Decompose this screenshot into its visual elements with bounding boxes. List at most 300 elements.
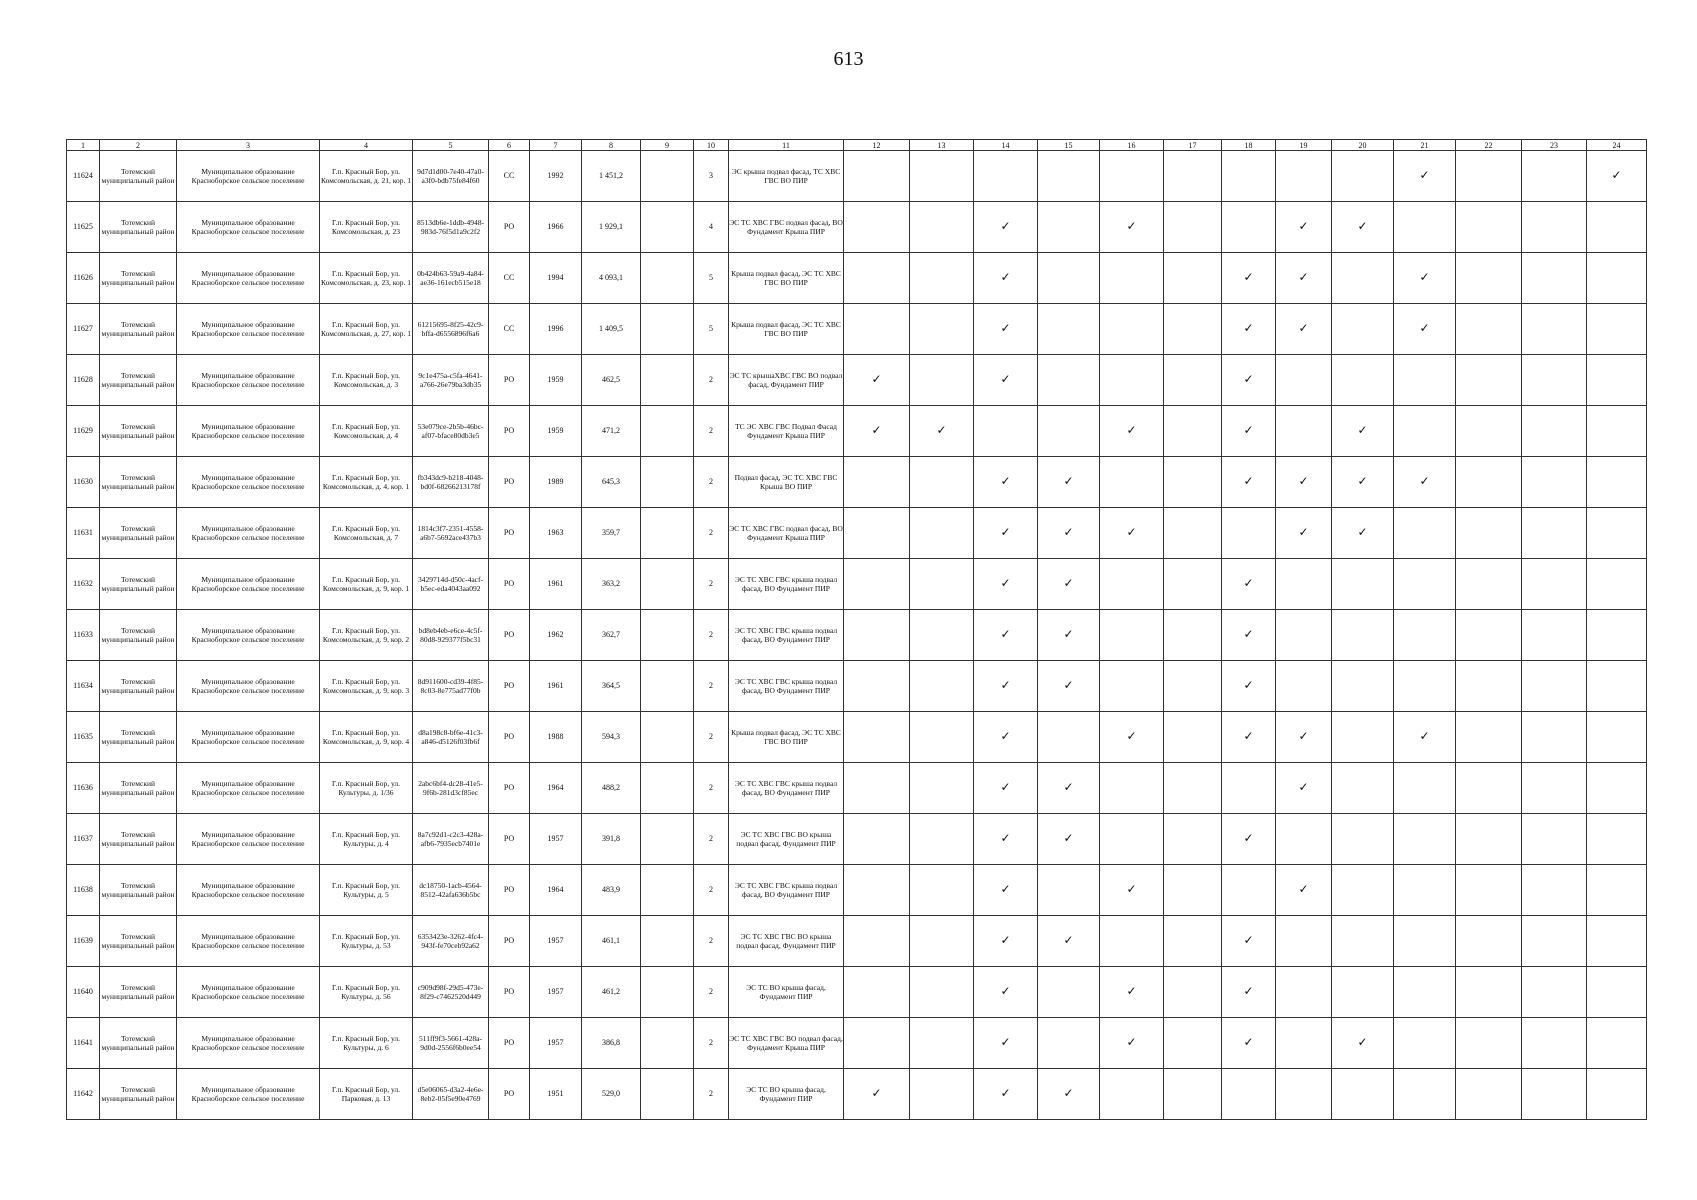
check-mark-icon: ✓: [1000, 321, 1011, 336]
object-id: 11637: [67, 814, 100, 865]
municipality: Муниципальное образование Красноборское сельское поселение: [177, 1069, 320, 1120]
work-cell-col-21: [1394, 610, 1456, 661]
table-body: [67, 151, 1647, 1120]
work-cell-col-20: [1332, 661, 1394, 712]
work-cell-col-17: [1164, 763, 1222, 814]
work-cell-col-23: [1522, 151, 1587, 202]
work-cell-col-15: [1038, 508, 1100, 559]
floors: 2: [694, 559, 729, 610]
work-cell-col-12: [844, 1018, 910, 1069]
total-area: 1 409,5: [582, 304, 641, 355]
check-mark-icon: ✓: [1243, 984, 1254, 999]
work-cell-col-19: [1276, 406, 1332, 457]
total-area: 529,0: [582, 1069, 641, 1120]
build-year: 1951: [530, 1069, 582, 1120]
work-cell-col-15: [1038, 712, 1100, 763]
column-header-8: 8: [582, 140, 641, 151]
check-mark-icon: ✓: [1000, 576, 1011, 591]
column-9-value: [641, 661, 694, 712]
work-cell-col-17: [1164, 355, 1222, 406]
guid: bd8eb4eb-e6ce-4c5f-80d8-929377f5bc31: [413, 610, 489, 661]
work-cell-col-15: [1038, 916, 1100, 967]
floors: 2: [694, 661, 729, 712]
works-list: ЭС ТС ХВС ГВС крыша подвал фасад, ВО Фундамент ПИР: [729, 610, 844, 661]
address: Г.п. Красный Бор, ул. Комсомольская, д. 23, кор. 1: [320, 253, 413, 304]
build-year: 1964: [530, 865, 582, 916]
column-header-4: 4: [320, 140, 413, 151]
district: Тотемский муниципальный район: [100, 508, 177, 559]
total-area: 461,1: [582, 916, 641, 967]
work-cell-col-16: [1100, 967, 1164, 1018]
work-cell-col-22: [1456, 1018, 1522, 1069]
work-cell-col-12: [844, 457, 910, 508]
address: Г.п. Красный Бор, ул. Культуры, д. 56: [320, 967, 413, 1018]
work-cell-col-12: [844, 865, 910, 916]
work-cell-col-17: [1164, 151, 1222, 202]
work-cell-col-24: [1587, 763, 1647, 814]
work-cell-col-18: [1222, 559, 1276, 610]
check-mark-icon: ✓: [1298, 270, 1309, 285]
work-cell-col-21: [1394, 865, 1456, 916]
work-cell-col-19: [1276, 916, 1332, 967]
municipality: Муниципальное образование Красноборское сельское поселение: [177, 406, 320, 457]
work-cell-col-17: [1164, 457, 1222, 508]
floors: 5: [694, 253, 729, 304]
check-mark-icon: ✓: [1000, 1035, 1011, 1050]
work-cell-col-22: [1456, 253, 1522, 304]
work-cell-col-15: [1038, 610, 1100, 661]
check-mark-icon: ✓: [1000, 372, 1011, 387]
works-list: ЭС ТС ХВС ГВС крыша подвал фасад, ВО Фундамент ПИР: [729, 559, 844, 610]
floors: 2: [694, 763, 729, 814]
ownership-type: РО: [489, 508, 530, 559]
build-year: 1996: [530, 304, 582, 355]
work-cell-col-14: [974, 661, 1038, 712]
work-cell-col-12: [844, 508, 910, 559]
object-id: 11633: [67, 610, 100, 661]
build-year: 1957: [530, 916, 582, 967]
address: Г.п. Красный Бор, ул. Культуры, д. 6: [320, 1018, 413, 1069]
work-cell-col-20: [1332, 457, 1394, 508]
check-mark-icon: ✓: [871, 423, 882, 438]
work-cell-col-20: [1332, 967, 1394, 1018]
address: Г.п. Красный Бор, ул. Комсомольская, д. 21, кор. 1: [320, 151, 413, 202]
work-cell-col-16: [1100, 712, 1164, 763]
check-mark-icon: ✓: [1357, 1035, 1368, 1050]
ownership-type: РО: [489, 610, 530, 661]
floors: 2: [694, 355, 729, 406]
work-cell-col-23: [1522, 916, 1587, 967]
column-9-value: [641, 763, 694, 814]
work-cell-col-15: [1038, 814, 1100, 865]
work-cell-col-15: [1038, 202, 1100, 253]
column-9-value: [641, 202, 694, 253]
address: Г.п. Красный Бор, ул. Комсомольская, д. 4: [320, 406, 413, 457]
object-id: 11640: [67, 967, 100, 1018]
work-cell-col-18: [1222, 355, 1276, 406]
check-mark-icon: ✓: [1063, 627, 1074, 642]
guid: 9c1e475a-c5fa-4641-a766-26e79ba3db35: [413, 355, 489, 406]
work-cell-col-22: [1456, 967, 1522, 1018]
work-cell-col-13: [910, 1018, 974, 1069]
total-area: 4 093,1: [582, 253, 641, 304]
check-mark-icon: ✓: [1243, 831, 1254, 846]
address: Г.п. Красный Бор, ул. Комсомольская, д. 3: [320, 355, 413, 406]
guid: 8d911600-cd39-4f85-8c03-8e775ad77f0b: [413, 661, 489, 712]
work-cell-col-21: [1394, 355, 1456, 406]
work-cell-col-12: [844, 661, 910, 712]
guid: d5e06065-d3a2-4e6e-8eb2-05f5e90e4769: [413, 1069, 489, 1120]
work-cell-col-23: [1522, 610, 1587, 661]
table-header: [67, 140, 1647, 151]
work-cell-col-19: [1276, 304, 1332, 355]
work-cell-col-19: [1276, 1069, 1332, 1120]
floors: 2: [694, 1018, 729, 1069]
ownership-type: РО: [489, 967, 530, 1018]
work-cell-col-16: [1100, 661, 1164, 712]
table-row: [67, 457, 1647, 508]
work-cell-col-24: [1587, 202, 1647, 253]
work-cell-col-13: [910, 355, 974, 406]
check-mark-icon: ✓: [1298, 321, 1309, 336]
work-cell-col-19: [1276, 508, 1332, 559]
guid: 511ff9f3-5661-428a-9d0d-2556f6b0ee54: [413, 1018, 489, 1069]
work-cell-col-24: [1587, 457, 1647, 508]
work-cell-col-22: [1456, 661, 1522, 712]
work-cell-col-18: [1222, 763, 1276, 814]
work-cell-col-20: [1332, 151, 1394, 202]
work-cell-col-14: [974, 508, 1038, 559]
table-row: [67, 865, 1647, 916]
work-cell-col-24: [1587, 610, 1647, 661]
district: Тотемский муниципальный район: [100, 253, 177, 304]
guid: 2abc6bf4-dc28-41e5-9f6b-281d3cf85ec: [413, 763, 489, 814]
guid: 9d7d1d00-7e40-47a0-a3f0-bdb75fe84f60: [413, 151, 489, 202]
guid: 0b424b63-59a9-4a84-ae36-161ecb515e18: [413, 253, 489, 304]
work-cell-col-17: [1164, 508, 1222, 559]
work-cell-col-16: [1100, 355, 1164, 406]
work-cell-col-14: [974, 712, 1038, 763]
district: Тотемский муниципальный район: [100, 1069, 177, 1120]
work-cell-col-20: [1332, 202, 1394, 253]
work-cell-col-13: [910, 1069, 974, 1120]
work-cell-col-12: [844, 355, 910, 406]
guid: c909d98f-29d5-473e-8f29-c7462520d449: [413, 967, 489, 1018]
check-mark-icon: ✓: [1298, 780, 1309, 795]
column-header-14: 14: [974, 140, 1038, 151]
floors: 2: [694, 1069, 729, 1120]
district: Тотемский муниципальный район: [100, 967, 177, 1018]
work-cell-col-17: [1164, 1018, 1222, 1069]
work-cell-col-12: [844, 916, 910, 967]
district: Тотемский муниципальный район: [100, 916, 177, 967]
check-mark-icon: ✓: [1063, 474, 1074, 489]
work-cell-col-12: [844, 406, 910, 457]
district: Тотемский муниципальный район: [100, 610, 177, 661]
table-row: [67, 763, 1647, 814]
work-cell-col-18: [1222, 406, 1276, 457]
work-cell-col-18: [1222, 202, 1276, 253]
floors: 2: [694, 814, 729, 865]
work-cell-col-12: [844, 610, 910, 661]
work-cell-col-17: [1164, 253, 1222, 304]
total-area: 488,2: [582, 763, 641, 814]
work-cell-col-23: [1522, 559, 1587, 610]
work-cell-col-19: [1276, 151, 1332, 202]
work-cell-col-18: [1222, 457, 1276, 508]
check-mark-icon: ✓: [1419, 474, 1430, 489]
table-row: [67, 1069, 1647, 1120]
work-cell-col-20: [1332, 1018, 1394, 1069]
total-area: 362,7: [582, 610, 641, 661]
build-year: 1957: [530, 1018, 582, 1069]
work-cell-col-15: [1038, 406, 1100, 457]
column-9-value: [641, 712, 694, 763]
total-area: 645,3: [582, 457, 641, 508]
check-mark-icon: ✓: [1357, 474, 1368, 489]
works-list: ЭС ТС ХВС ГВС подвал фасад, ВО Фундамент Крыша ПИР: [729, 202, 844, 253]
work-cell-col-23: [1522, 865, 1587, 916]
ownership-type: СС: [489, 304, 530, 355]
column-header-9: 9: [641, 140, 694, 151]
work-cell-col-13: [910, 814, 974, 865]
work-cell-col-22: [1456, 763, 1522, 814]
work-cell-col-20: [1332, 814, 1394, 865]
work-cell-col-20: [1332, 763, 1394, 814]
total-area: 363,2: [582, 559, 641, 610]
work-cell-col-15: [1038, 355, 1100, 406]
check-mark-icon: ✓: [1126, 525, 1137, 540]
check-mark-icon: ✓: [1126, 219, 1137, 234]
work-cell-col-13: [910, 457, 974, 508]
check-mark-icon: ✓: [1298, 219, 1309, 234]
table-row: [67, 814, 1647, 865]
object-id: 11638: [67, 865, 100, 916]
column-header-17: 17: [1164, 140, 1222, 151]
work-cell-col-21: [1394, 967, 1456, 1018]
work-cell-col-16: [1100, 559, 1164, 610]
object-id: 11624: [67, 151, 100, 202]
column-9-value: [641, 253, 694, 304]
build-year: 1988: [530, 712, 582, 763]
work-cell-col-13: [910, 865, 974, 916]
work-cell-col-22: [1456, 559, 1522, 610]
object-id: 11632: [67, 559, 100, 610]
table-row: [67, 355, 1647, 406]
work-cell-col-13: [910, 202, 974, 253]
build-year: 1962: [530, 610, 582, 661]
guid: 8a7c92d1-c2c3-428a-afb6-7935ecb7401e: [413, 814, 489, 865]
total-area: 594,3: [582, 712, 641, 763]
works-list: ЭС ТС ХВС ГВС ВО крыша подвал фасад, Фундамент ПИР: [729, 814, 844, 865]
check-mark-icon: ✓: [1419, 321, 1430, 336]
work-cell-col-24: [1587, 253, 1647, 304]
total-area: 1 929,1: [582, 202, 641, 253]
work-cell-col-17: [1164, 1069, 1222, 1120]
work-cell-col-19: [1276, 610, 1332, 661]
work-cell-col-15: [1038, 865, 1100, 916]
district: Тотемский муниципальный район: [100, 202, 177, 253]
work-cell-col-17: [1164, 916, 1222, 967]
work-cell-col-14: [974, 304, 1038, 355]
work-cell-col-23: [1522, 253, 1587, 304]
check-mark-icon: ✓: [936, 423, 947, 438]
table-row: [67, 253, 1647, 304]
floors: 2: [694, 406, 729, 457]
work-cell-col-14: [974, 151, 1038, 202]
object-id: 11627: [67, 304, 100, 355]
build-year: 1957: [530, 967, 582, 1018]
ownership-type: РО: [489, 712, 530, 763]
work-cell-col-16: [1100, 814, 1164, 865]
check-mark-icon: ✓: [1243, 270, 1254, 285]
column-9-value: [641, 559, 694, 610]
work-cell-col-17: [1164, 610, 1222, 661]
check-mark-icon: ✓: [1000, 219, 1011, 234]
work-cell-col-20: [1332, 712, 1394, 763]
district: Тотемский муниципальный район: [100, 712, 177, 763]
works-list: ЭС ТС крышаХВС ГВС ВО подвал фасад, Фундамент ПИР: [729, 355, 844, 406]
work-cell-col-21: [1394, 661, 1456, 712]
municipality: Муниципальное образование Красноборское сельское поселение: [177, 1018, 320, 1069]
check-mark-icon: ✓: [1126, 984, 1137, 999]
work-cell-col-13: [910, 253, 974, 304]
work-cell-col-19: [1276, 253, 1332, 304]
table-row: [67, 967, 1647, 1018]
municipality: Муниципальное образование Красноборское сельское поселение: [177, 457, 320, 508]
check-mark-icon: ✓: [1000, 270, 1011, 285]
work-cell-col-13: [910, 151, 974, 202]
work-cell-col-21: [1394, 253, 1456, 304]
ownership-type: СС: [489, 151, 530, 202]
municipality: Муниципальное образование Красноборское сельское поселение: [177, 253, 320, 304]
column-9-value: [641, 1018, 694, 1069]
works-list: Крыша подвал фасад, ЭС ТС ХВС ГВС ВО ПИР: [729, 253, 844, 304]
column-9-value: [641, 151, 694, 202]
floors: 2: [694, 967, 729, 1018]
work-cell-col-24: [1587, 355, 1647, 406]
work-cell-col-21: [1394, 304, 1456, 355]
check-mark-icon: ✓: [1000, 933, 1011, 948]
work-cell-col-14: [974, 202, 1038, 253]
district: Тотемский муниципальный район: [100, 151, 177, 202]
works-list: ЭС ТС ХВС ГВС крыша подвал фасад, ВО Фундамент ПИР: [729, 865, 844, 916]
address: Г.п. Красный Бор, ул. Комсомольская, д. 4, кор. 1: [320, 457, 413, 508]
floors: 2: [694, 865, 729, 916]
work-cell-col-16: [1100, 457, 1164, 508]
work-cell-col-23: [1522, 814, 1587, 865]
column-header-19: 19: [1276, 140, 1332, 151]
work-cell-col-21: [1394, 1018, 1456, 1069]
work-cell-col-15: [1038, 559, 1100, 610]
work-cell-col-18: [1222, 610, 1276, 661]
check-mark-icon: ✓: [1298, 729, 1309, 744]
check-mark-icon: ✓: [1000, 729, 1011, 744]
floors: 3: [694, 151, 729, 202]
district: Тотемский муниципальный район: [100, 865, 177, 916]
work-cell-col-12: [844, 304, 910, 355]
floors: 2: [694, 712, 729, 763]
work-cell-col-14: [974, 967, 1038, 1018]
ownership-type: РО: [489, 916, 530, 967]
ownership-type: РО: [489, 763, 530, 814]
work-cell-col-23: [1522, 457, 1587, 508]
build-year: 1994: [530, 253, 582, 304]
works-list: ЭС ТС ХВС ГВС ВО крыша подвал фасад, Фундамент ПИР: [729, 916, 844, 967]
work-cell-col-19: [1276, 355, 1332, 406]
work-cell-col-21: [1394, 1069, 1456, 1120]
work-cell-col-23: [1522, 406, 1587, 457]
work-cell-col-24: [1587, 559, 1647, 610]
check-mark-icon: ✓: [1000, 780, 1011, 795]
work-cell-col-14: [974, 865, 1038, 916]
work-cell-col-24: [1587, 814, 1647, 865]
work-cell-col-22: [1456, 916, 1522, 967]
work-cell-col-14: [974, 355, 1038, 406]
work-cell-col-17: [1164, 712, 1222, 763]
work-cell-col-20: [1332, 559, 1394, 610]
address: Г.п. Красный Бор, ул. Комсомольская, д. 9, кор. 1: [320, 559, 413, 610]
works-list: ТС ЭС ХВС ГВС Подвал Фасад Фундамент Крыша ПИР: [729, 406, 844, 457]
table-row: [67, 916, 1647, 967]
work-cell-col-24: [1587, 1018, 1647, 1069]
object-id: 11628: [67, 355, 100, 406]
object-id: 11635: [67, 712, 100, 763]
municipality: Муниципальное образование Красноборское сельское поселение: [177, 151, 320, 202]
work-cell-col-17: [1164, 304, 1222, 355]
work-cell-col-19: [1276, 967, 1332, 1018]
municipality: Муниципальное образование Красноборское сельское поселение: [177, 304, 320, 355]
work-cell-col-20: [1332, 253, 1394, 304]
work-cell-col-13: [910, 763, 974, 814]
district: Тотемский муниципальный район: [100, 304, 177, 355]
work-cell-col-14: [974, 457, 1038, 508]
column-9-value: [641, 967, 694, 1018]
work-cell-col-22: [1456, 508, 1522, 559]
work-cell-col-12: [844, 763, 910, 814]
check-mark-icon: ✓: [1063, 576, 1074, 591]
column-9-value: [641, 457, 694, 508]
work-cell-col-24: [1587, 1069, 1647, 1120]
work-cell-col-21: [1394, 763, 1456, 814]
work-cell-col-16: [1100, 508, 1164, 559]
check-mark-icon: ✓: [1243, 627, 1254, 642]
guid: dc18750-1acb-4564-8512-42afa636b5bc: [413, 865, 489, 916]
work-cell-col-18: [1222, 916, 1276, 967]
work-cell-col-22: [1456, 865, 1522, 916]
guid: 53e079ce-2b5b-46bc-af07-bface80db3e5: [413, 406, 489, 457]
guid: 8513db6e-1ddb-4948-983d-76f5d1a9c2f2: [413, 202, 489, 253]
work-cell-col-17: [1164, 865, 1222, 916]
work-cell-col-24: [1587, 508, 1647, 559]
column-9-value: [641, 355, 694, 406]
ownership-type: РО: [489, 406, 530, 457]
column-9-value: [641, 814, 694, 865]
work-cell-col-21: [1394, 202, 1456, 253]
work-cell-col-17: [1164, 661, 1222, 712]
work-cell-col-14: [974, 916, 1038, 967]
check-mark-icon: ✓: [1243, 423, 1254, 438]
work-cell-col-14: [974, 763, 1038, 814]
address: Г.п. Красный Бор, ул. Культуры, д. 1/36: [320, 763, 413, 814]
work-cell-col-12: [844, 253, 910, 304]
work-cell-col-16: [1100, 763, 1164, 814]
check-mark-icon: ✓: [1357, 525, 1368, 540]
check-mark-icon: ✓: [1000, 1086, 1011, 1101]
check-mark-icon: ✓: [1243, 678, 1254, 693]
table-row: [67, 559, 1647, 610]
work-cell-col-18: [1222, 661, 1276, 712]
